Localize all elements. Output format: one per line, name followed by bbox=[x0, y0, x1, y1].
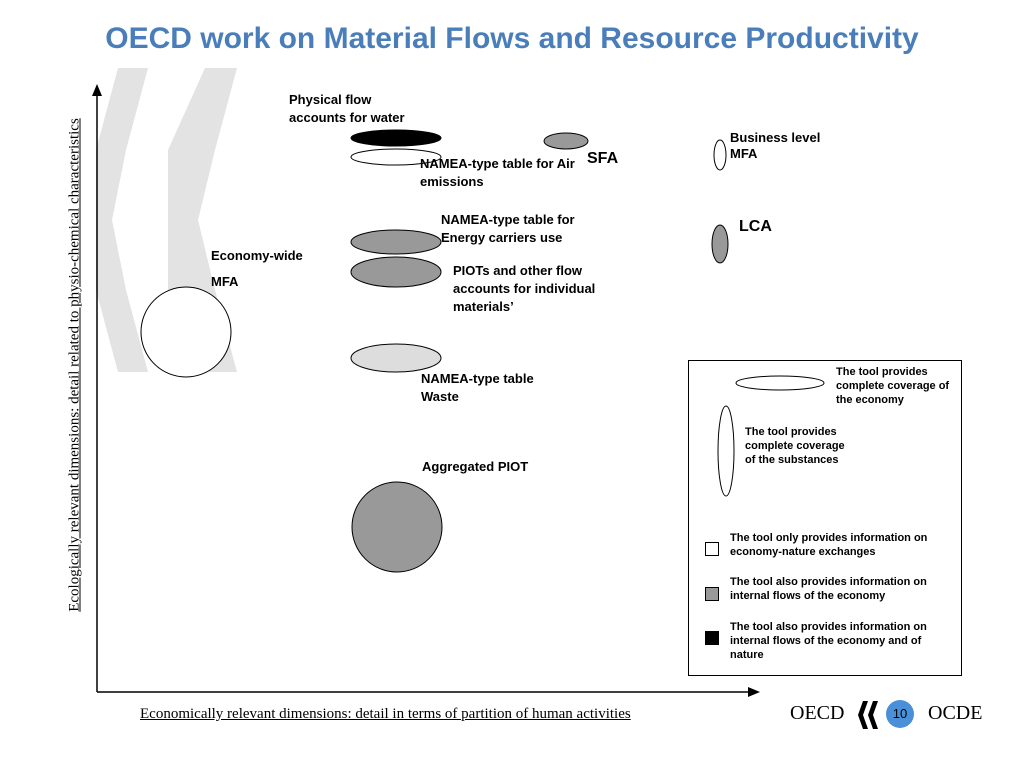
page-number: 10 bbox=[886, 700, 914, 728]
label-namea-energy: NAMEA-type table for Energy carriers use bbox=[441, 212, 575, 245]
legend-box bbox=[688, 360, 962, 676]
oecd-chevron-icon bbox=[858, 700, 884, 730]
oecd-text: OECD bbox=[790, 702, 845, 724]
legend-black-square bbox=[705, 631, 719, 645]
sfa-shape bbox=[544, 133, 588, 149]
namea-waste-shape bbox=[351, 344, 441, 372]
lca-shape bbox=[712, 225, 728, 263]
y-axis-label: Ecologically relevant dimensions: detail related to physio-chemical characteristics bbox=[66, 118, 83, 612]
page-title: OECD work on Material Flows and Resource Productivity bbox=[105, 22, 919, 55]
legend-grey-fill-text: The tool also provides information on internal flows of the economy bbox=[730, 576, 927, 602]
legend-white-square bbox=[705, 542, 719, 556]
label-lca: LCA bbox=[739, 218, 772, 235]
x-axis-label: Economically relevant dimensions: detail in terms of partition of human activities bbox=[140, 706, 631, 722]
physical-flow-water-shape bbox=[351, 130, 441, 146]
piots-shape bbox=[351, 257, 441, 287]
economy-wide-mfa-shape bbox=[141, 287, 231, 377]
label-business-mfa: Business level MFA bbox=[730, 130, 821, 161]
ocde-text: OCDE bbox=[928, 702, 983, 724]
oecd-footer-logo bbox=[790, 700, 1000, 730]
aggregated-piot-shape bbox=[352, 482, 442, 572]
label-aggregated-piot: Aggregated PIOT bbox=[422, 459, 529, 474]
legend-tall-ellipse-symbol bbox=[718, 406, 734, 496]
namea-energy-shape bbox=[351, 230, 441, 254]
legend-substance-coverage: The tool provides complete coverage of the substances bbox=[745, 426, 845, 466]
label-mfa: MFA bbox=[211, 274, 239, 289]
legend-economy-coverage: The tool provides complete coverage of the economy bbox=[836, 366, 950, 406]
label-namea-waste: NAMEA-type table Waste bbox=[421, 371, 534, 404]
label-namea-air: NAMEA-type table for Air emissions bbox=[420, 156, 575, 189]
label-economy-wide: Economy-wide bbox=[211, 248, 303, 263]
legend-white-fill-text: The tool only provides information on economy-nature exchanges bbox=[730, 532, 928, 558]
legend-grey-square bbox=[705, 587, 719, 601]
label-sfa: SFA bbox=[587, 150, 619, 167]
label-piots: PIOTs and other flow accounts for individual materials’ bbox=[453, 263, 596, 314]
legend-black-fill-text: The tool also provides information on internal flows of the economy and of nature bbox=[730, 621, 927, 661]
legend-wide-ellipse-symbol bbox=[736, 376, 824, 390]
business-mfa-shape bbox=[714, 140, 726, 170]
label-physical-flow-water: Physical flow accounts for water bbox=[289, 92, 405, 125]
x-axis-arrow bbox=[748, 687, 760, 697]
y-axis-arrow bbox=[92, 84, 102, 96]
